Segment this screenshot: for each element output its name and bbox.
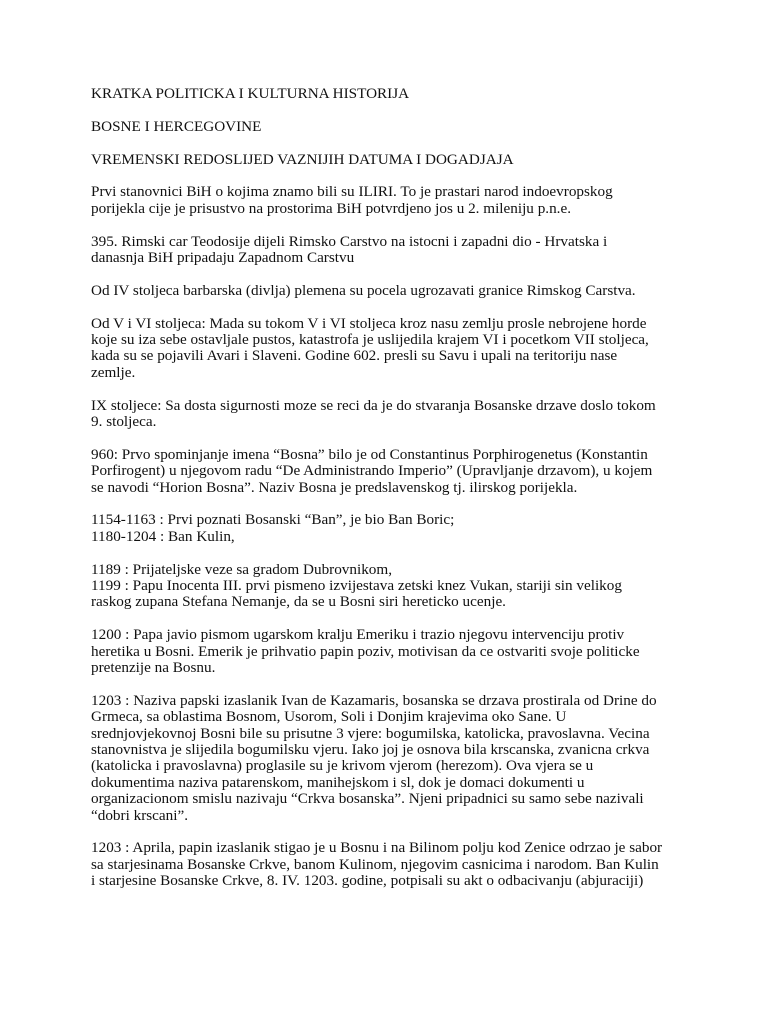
paragraph [91, 627, 691, 676]
section-heading [91, 152, 691, 168]
paragraph-line: (katolicka i pravoslavna) proglasile su je krivom vjerom (herezom). Ova vjera se u [91, 757, 594, 775]
paragraph-line: se navodi “Horion Bosna”. Naziv Bosna je predslavenskog tj. ilirskog porijekla. [91, 478, 578, 496]
paragraph [91, 512, 691, 545]
paragraph-line: sa starjesinama Bosanske Crkve, banom Kulinom, njegovim casnicima i narodom. Ban Kulin [91, 855, 659, 873]
paragraph-line: Od V i VI stoljeca: Mada su tokom V i VI stoljeca kroz nasu zemlju prosle nebrojene horde [91, 314, 647, 332]
paragraph-line: heretika u Bosni. Emerik je prihvatio papin poziv, motivisan da ce ostvariti svoje politicke [91, 642, 640, 660]
paragraph-line: 1180-1204 : Ban Kulin, [91, 527, 235, 545]
paragraph-line: 1199 : Papu Inocenta III. prvi pismeno izvijestava zetski knez Vukan, stariji sin velikog [91, 577, 622, 595]
paragraph-line: “dobri krscani”. [91, 806, 188, 824]
heading-line: BOSNE I HERCEGOVINE [91, 117, 262, 135]
paragraph [91, 234, 691, 267]
paragraph-line: dokumentima naziva patarenskom, manihejskom i sl, dok je domaci dokumenti u [91, 773, 585, 791]
paragraph-line: 395. Rimski car Teodosije dijeli Rimsko Carstvo na istocni i zapadni dio - Hrvatska i [91, 232, 608, 250]
paragraph-line: raskog zupana Stefana Nemanje, da se u Bosni siri hereticko ucenje. [91, 593, 506, 611]
paragraph-list [91, 184, 691, 889]
paragraph-line: srednjovjekovnoj Bosni bile su prisutne 3 vjere: bogumilska, katolicka, pravoslavna. Vecina [91, 724, 650, 742]
paragraph [91, 283, 691, 299]
paragraph-line: 1154-1163 : Prvi poznati Bosanski “Ban”, je bio Ban Boric; [91, 511, 455, 529]
document-subtitle [91, 119, 691, 135]
paragraph-line: Prvi stanovnici BiH o kojima znamo bili su ILIRI. To je prastari narod indoevropskog [91, 183, 613, 201]
paragraph-line: stanovnistva je slijedila bogumilsku vjeru. Iako joj je osnova bila krscanska, zvanicna crkva [91, 741, 650, 759]
paragraph-line: IX stoljece: Sa dosta sigurnosti moze se reci da je do stvaranja Bosanske drzave doslo tokom [91, 396, 656, 414]
paragraph-line: 960: Prvo spominjanje imena “Bosna” bilo je od Constantinus Porphirogenetus (Konstantin [91, 445, 648, 463]
document-page [91, 86, 691, 906]
paragraph-line: pretenzije na Bosnu. [91, 659, 216, 677]
paragraph [91, 398, 691, 431]
paragraph [91, 693, 691, 824]
paragraph [91, 840, 691, 889]
paragraph-line: zemlje. [91, 363, 136, 381]
paragraph-line: Od IV stoljeca barbarska (divlja) plemena su pocela ugrozavati granice Rimskog Carstva. [91, 281, 636, 299]
paragraph-line: organizacionom smislu nazivaju “Crkva bosanska”. Njeni pripadnici su samo sebe nazivali [91, 790, 644, 808]
paragraph [91, 316, 691, 382]
paragraph-line: porijekla cije je prisustvo na prostorima BiH potvrdjeno jos u 2. mileniju p.n.e. [91, 199, 572, 217]
paragraph-line: 1203 : Aprila, papin izaslanik stigao je u Bosnu i na Bilinom polju kod Zenice odrzao je sabor [91, 839, 663, 857]
document-title [91, 86, 691, 102]
paragraph [91, 184, 691, 217]
paragraph-line: danasnja BiH pripadaju Zapadnom Carstvu [91, 249, 355, 266]
paragraph-line: Grmeca, sa oblastima Bosnom, Usorom, Soli i Donjim krajevima oko Sane. U [91, 708, 567, 726]
heading-line: KRATKA POLITICKA I KULTURNA HISTORIJA [91, 85, 410, 102]
paragraph-line: 1200 : Papa javio pismom ugarskom kralju Emeriku i trazio njegovu intervenciju protiv [91, 626, 625, 644]
paragraph-line: 9. stoljeca. [91, 413, 157, 431]
paragraph [91, 447, 691, 496]
paragraph-line: koje su iza sebe ostavljale pustos, katastrofa je uslijedila krajem VI i pocetkom VII stoljeca, [91, 331, 649, 348]
heading-line: VREMENSKI REDOSLIJED VAZNIJIH DATUMA I DOGADJAJA [91, 150, 514, 168]
paragraph-line: i starjesine Bosanske Crkve, 8. IV. 1203. godine, potpisali su akt o odbacivanju (abjuraciji) [91, 872, 644, 890]
paragraph-line: 1189 : Prijateljske veze sa gradom Dubrovnikom, [91, 560, 393, 578]
paragraph [91, 562, 691, 611]
paragraph-line: kada su se pojavili Avari i Slaveni. Godine 602. presli su Savu i upali na teritoriju nase [91, 347, 618, 365]
paragraph-line: Porfirogent) u njegovom radu “De Administrando Imperio” (Upravljanje drzavom), u kojem [91, 462, 653, 480]
paragraph-line: 1203 : Naziva papski izaslanik Ivan de Kazamaris, bosanska se drzava prostirala od Drine do [91, 691, 657, 709]
